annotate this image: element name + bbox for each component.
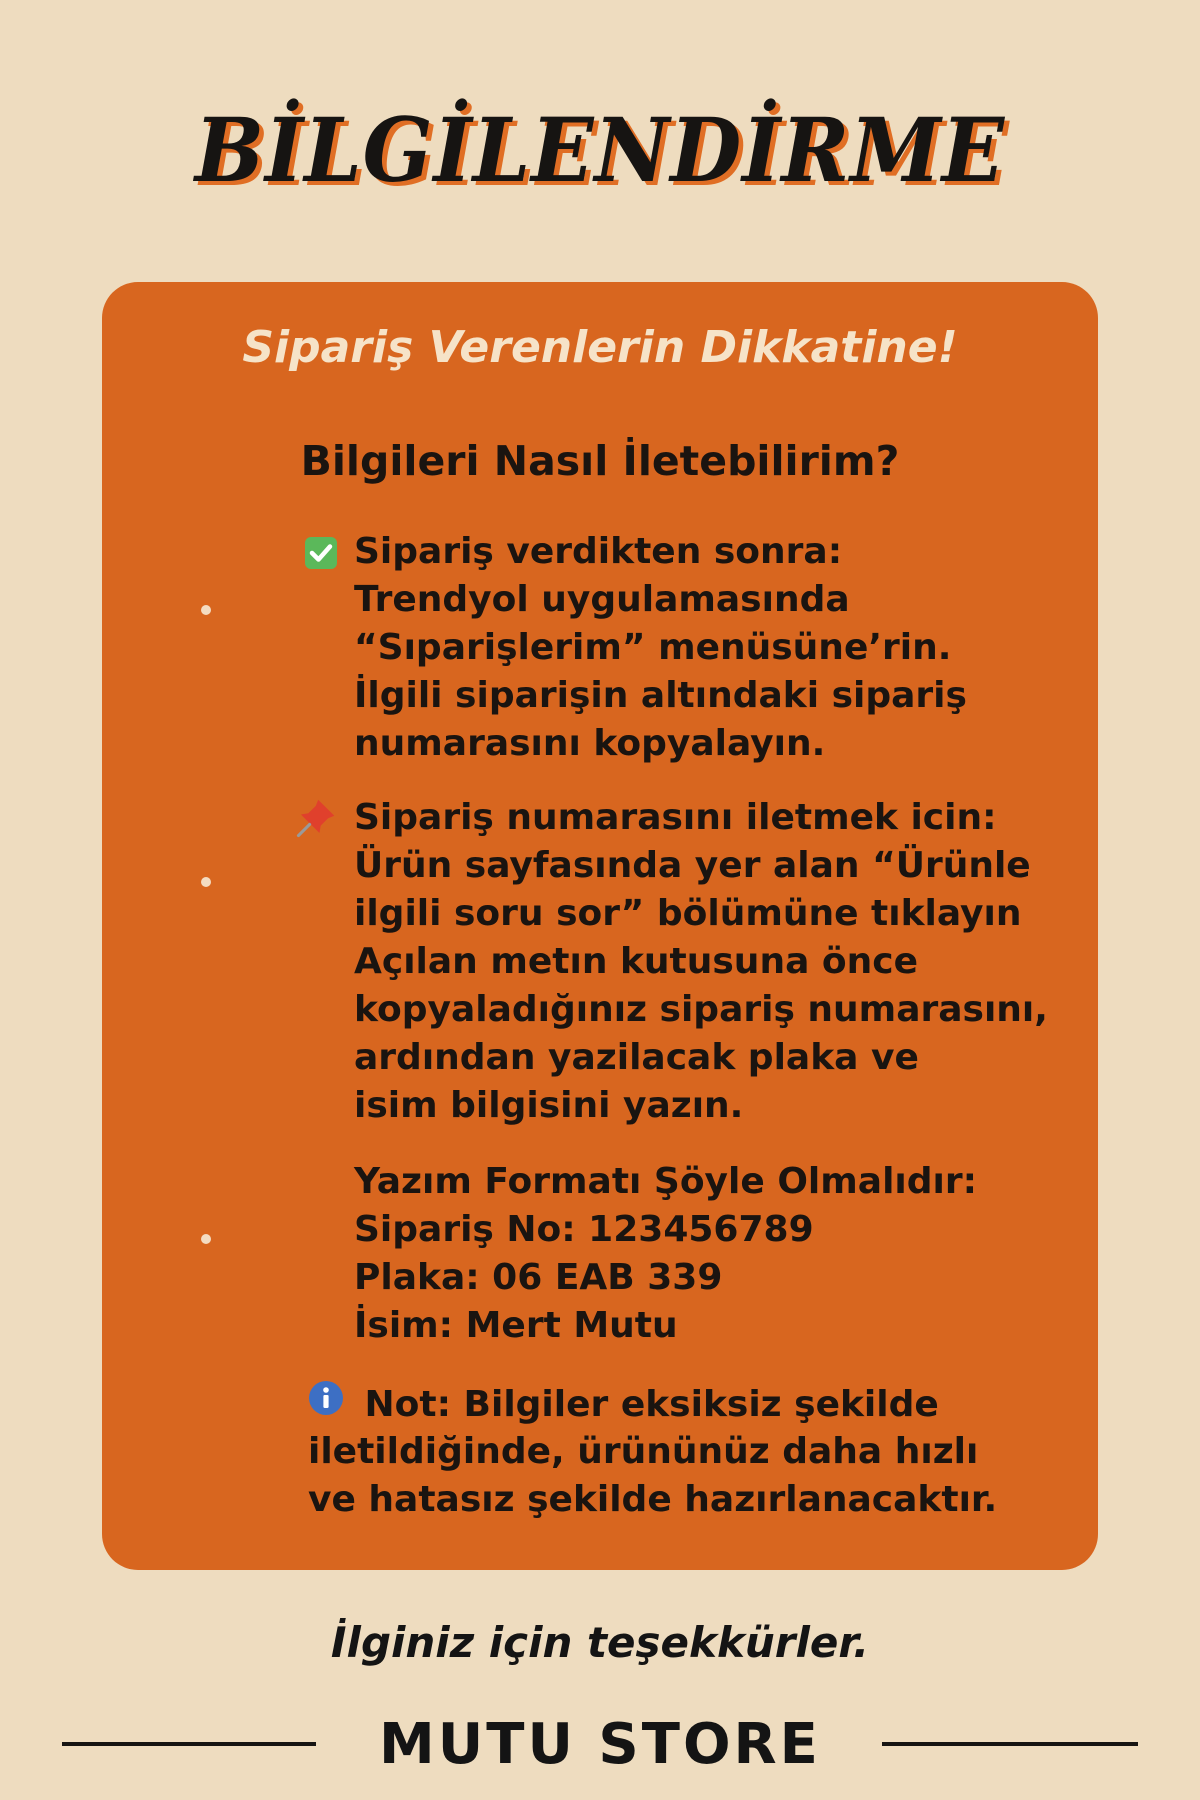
- step-line: kopyaladığınız sipariş numarasını,: [354, 989, 1048, 1030]
- step-after-order: [354, 528, 967, 768]
- bullet-dot: [201, 1234, 211, 1244]
- bullet-dot: [201, 877, 211, 887]
- step-line: “Sıparişlerim” menüsüne’rin.: [354, 627, 952, 668]
- step-line: Açılan metın kutusuna önce: [354, 941, 919, 982]
- note-line: iletildiğinde, ürününüz daha hızlı: [308, 1431, 979, 1472]
- step-line: Trendyol uygulamasında: [354, 579, 850, 620]
- step-format: [354, 1158, 977, 1350]
- note-block: [308, 1380, 997, 1524]
- step-line: ilgili soru sor” bölümüne tıklayın: [354, 893, 1022, 934]
- step-line: Ürün sayfasında yer alan “Ürünle: [354, 845, 1031, 886]
- format-order-no: Sipariş No: 123456789: [354, 1209, 814, 1250]
- bullet-dot: [201, 605, 211, 615]
- step-line: Sipariş numarasını iletmek icin:: [354, 797, 997, 838]
- info-icon: [308, 1380, 344, 1416]
- step-line: ardından yazilacak plaka ve: [354, 1037, 919, 1078]
- step-line: numarasını kopyalayın.: [354, 723, 826, 764]
- footer-divider-right: [882, 1742, 1138, 1746]
- thanks-message: İlginiz için teşekkürler.: [330, 1618, 870, 1667]
- page-title: BİLGİLENDİRME: [194, 98, 1006, 202]
- step-send-order-number: [354, 794, 1048, 1130]
- pushpin-icon: [296, 796, 338, 838]
- step-line: isim bilgisini yazın.: [354, 1085, 744, 1126]
- note-line: ve hatasız şekilde hazırlanacaktır.: [308, 1479, 998, 1520]
- check-mark-icon: [304, 536, 338, 570]
- step-line: İlgili siparişin altındaki sipariş: [354, 675, 967, 716]
- format-plate: Plaka: 06 EAB 339: [354, 1257, 723, 1298]
- card-subtitle: Sipariş Verenlerin Dikkatine!: [242, 322, 958, 373]
- note-line: Not: Bilgiler eksiksiz şekilde: [364, 1384, 939, 1425]
- card-question: Bilgileri Nasıl İletebilirim?: [300, 437, 900, 485]
- step-line: Sipariş verdikten sonra:: [354, 531, 843, 572]
- format-name: İsim: Mert Mutu: [354, 1305, 678, 1346]
- format-heading: Yazım Formatı Şöyle Olmalıdır:: [354, 1161, 978, 1202]
- store-name: MUTU STORE: [379, 1712, 821, 1777]
